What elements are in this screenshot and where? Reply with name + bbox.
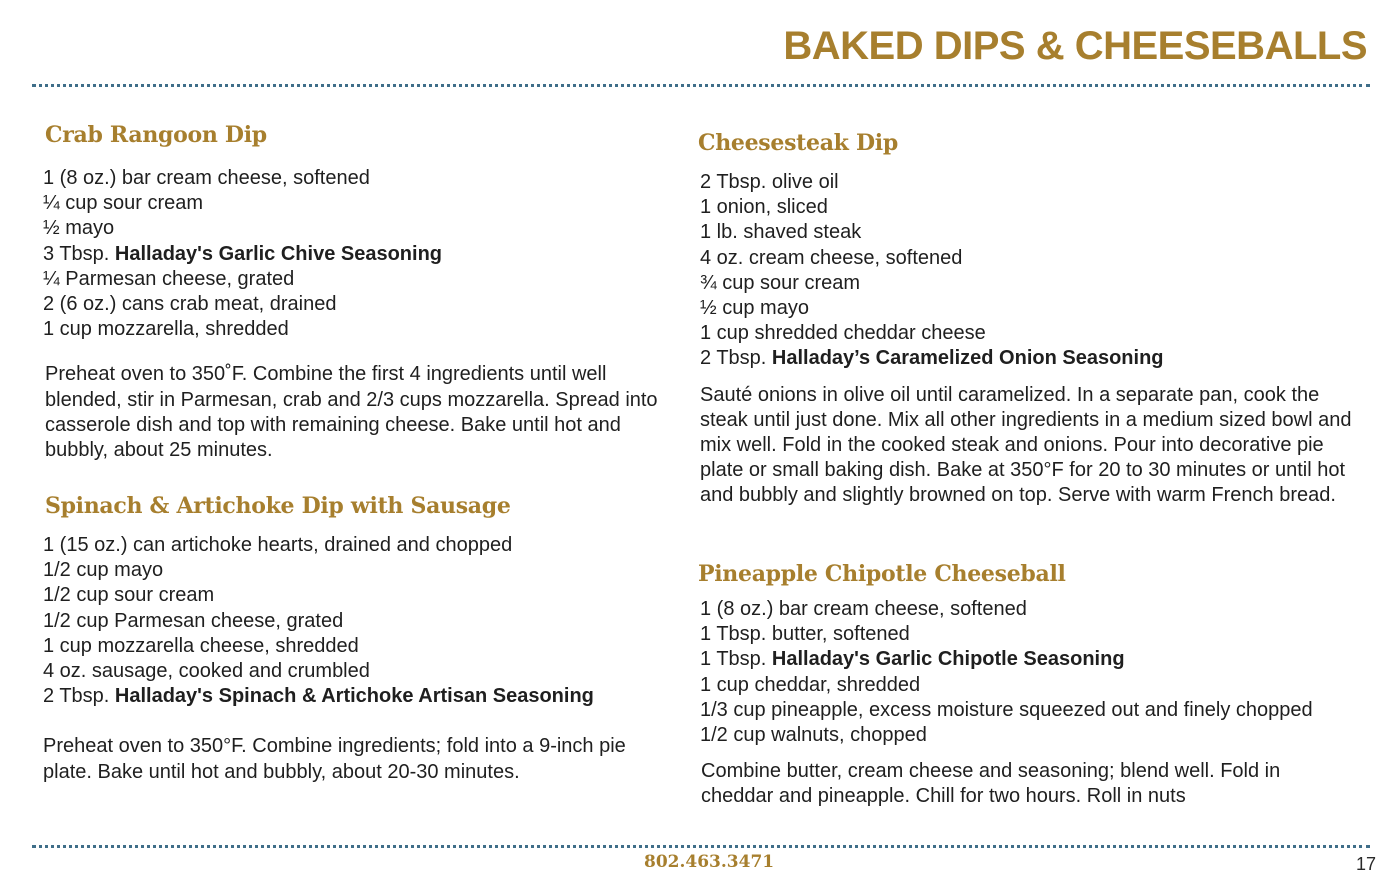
seasoning-name: Halladay's Garlic Chipotle Seasoning bbox=[771, 648, 1125, 671]
ingredient-item: 2 Tbsp. Halladay’s Caramelized Onion Seasoning bbox=[700, 347, 1164, 370]
ingredient-item: 1 (8 oz.) bar cream cheese, softened bbox=[700, 598, 1027, 620]
ingredient-item: ½ cup mayo bbox=[700, 297, 809, 320]
ingredient-item: 2 Tbsp. olive oil bbox=[700, 171, 839, 193]
ingredient-item: ¼ Parmesan cheese, grated bbox=[43, 267, 295, 290]
ingredient-item: 1/2 cup walnuts, chopped bbox=[700, 724, 927, 747]
ingredient-item: 3 Tbsp. Halladay's Garlic Chive Seasoning bbox=[43, 242, 443, 265]
recipe-title: Pineapple Chipotle Cheeseball bbox=[698, 561, 1066, 587]
recipe-cheesesteak-dip bbox=[698, 128, 1368, 509]
ingredient-item: 1 onion, sliced bbox=[700, 196, 828, 219]
ingredient-item: 1 cup mozzarella cheese, shredded bbox=[43, 634, 359, 657]
ingredient-item: 1 lb. shaved steak bbox=[700, 221, 862, 244]
recipe-pineapple-chipotle-cheeseball bbox=[698, 559, 1368, 810]
ingredient-list bbox=[700, 170, 1368, 372]
ingredient-item: 1 cup mozzarella, shredded bbox=[43, 318, 289, 341]
seasoning-name: Halladay's Garlic Chive Seasoning bbox=[114, 242, 443, 265]
seasoning-name: Halladay's Spinach & Artichoke Artisan Seasoning bbox=[114, 685, 594, 708]
ingredient-item: 1/2 cup sour cream bbox=[43, 584, 215, 607]
ingredient-list bbox=[700, 597, 1368, 748]
ingredient-item: ½ mayo bbox=[43, 217, 115, 240]
ingredient-item: 1/3 cup pineapple, excess moisture squeezed out and finely chopped bbox=[700, 698, 1313, 721]
recipe-title: Crab Rangoon Dip bbox=[45, 122, 267, 148]
ingredient-item: 4 oz. cream cheese, softened bbox=[700, 246, 963, 269]
ingredient-item: 4 oz. sausage, cooked and crumbled bbox=[43, 660, 370, 683]
ingredient-item: 2 (6 oz.) cans crab meat, drained bbox=[43, 293, 337, 316]
recipe-directions: Preheat oven to 350˚F. Combine the first 4 ingredients until well blended, stir in Parmesan, crab and 2/3 cups mozzarella. Spread into casserole dish and top with remaining cheese. Bake until hot and bubbly, about 25 minutes. bbox=[45, 363, 658, 462]
recipe-directions: Sauté onions in olive oil until caramelized. In a separate pan, cook the steak until just done. Mix all other ingredients in a medium sized bowl and mix well. Fold in the cooked steak and onions. Pour into decorative pie plate or small baking dish. Bake at 350°F for 20 to 30 minutes or until hot and bubbly and slightly browned on top. Serve with warm French bread. bbox=[700, 383, 1352, 507]
ingredient-item: ¼ cup sour cream bbox=[43, 192, 204, 215]
ingredient-item: ¾ cup sour cream bbox=[700, 271, 861, 294]
seasoning-name: Halladay’s Caramelized Onion Seasoning bbox=[771, 347, 1164, 370]
recipe-title: Cheesesteak Dip bbox=[698, 130, 898, 156]
recipe-title: Spinach & Artichoke Dip with Sausage bbox=[45, 493, 511, 519]
top-dotted-divider bbox=[32, 84, 1370, 87]
ingredient-item: 2 Tbsp. Halladay's Spinach & Artichoke Artisan Seasoning bbox=[43, 685, 594, 708]
ingredient-list bbox=[43, 533, 685, 709]
ingredient-item: 1 Tbsp. Halladay's Garlic Chipotle Seasoning bbox=[700, 648, 1125, 671]
recipe-spinach-artichoke-dip bbox=[45, 491, 685, 785]
ingredient-item: 1/2 cup mayo bbox=[43, 559, 164, 582]
recipe-directions: Preheat oven to 350°F. Combine ingredients; fold into a 9-inch pie plate. Bake until hot and bubbly, about 20-30 minutes. bbox=[43, 735, 626, 783]
ingredient-item: 1/2 cup Parmesan cheese, grated bbox=[43, 609, 344, 632]
footer-phone-number: 802.463.3471 bbox=[644, 852, 775, 872]
ingredient-item: 1 cup cheddar, shredded bbox=[700, 673, 921, 696]
page-number: 17 bbox=[1355, 854, 1376, 874]
ingredient-item: 1 cup shredded cheddar cheese bbox=[700, 322, 986, 345]
recipe-crab-rangoon-dip bbox=[45, 120, 685, 463]
ingredient-item: 1 (8 oz.) bar cream cheese, softened bbox=[43, 167, 370, 189]
bottom-dotted-divider bbox=[32, 845, 1370, 848]
page-title: BAKED DIPS & CHEESEBALLS bbox=[783, 24, 1367, 68]
ingredient-item: 1 (15 oz.) can artichoke hearts, drained and chopped bbox=[43, 534, 513, 556]
ingredient-list bbox=[43, 166, 685, 342]
ingredient-item: 1 Tbsp. butter, softened bbox=[700, 623, 910, 646]
recipe-directions: Combine butter, cream cheese and seasoning; blend well. Fold in cheddar and pineapple. Chill for two hours. Roll in nuts bbox=[701, 760, 1281, 808]
